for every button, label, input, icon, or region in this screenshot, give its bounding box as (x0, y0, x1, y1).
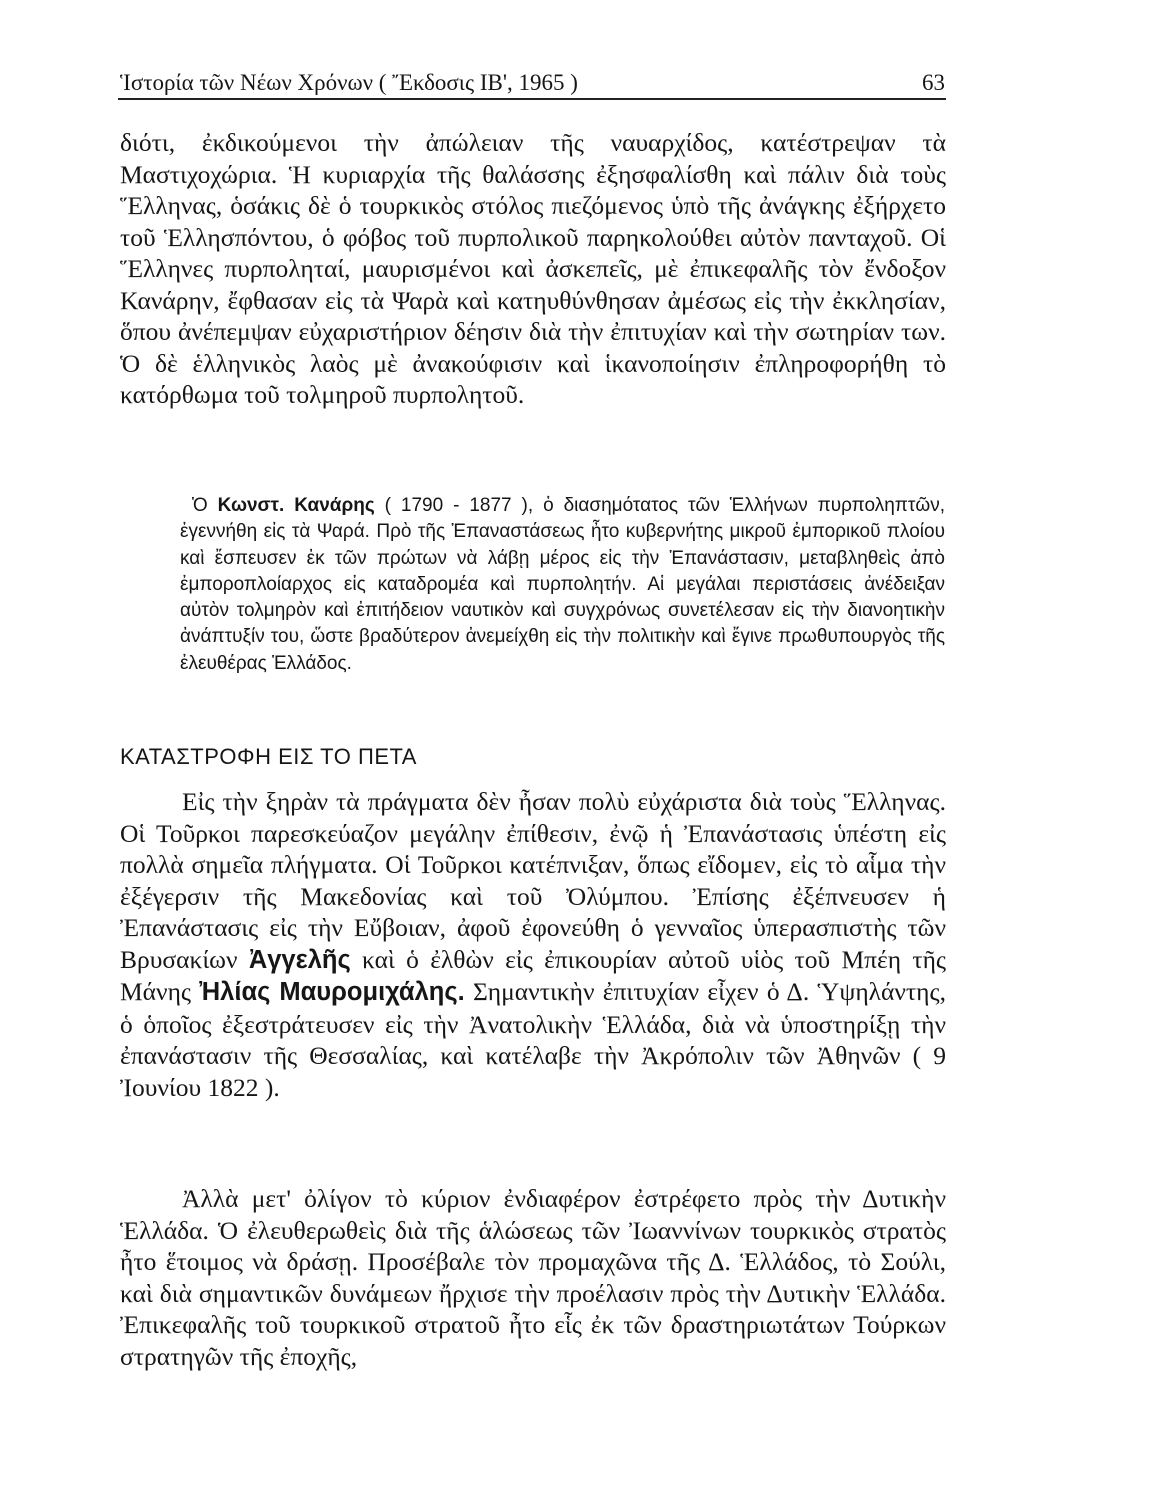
paragraph-1-text: διότι, ἐκδικούμενοι τὴν ἀπώλειαν τῆς ναυαρχίδος, κατέστρεψαν τὰ Μαστιχοχώρια. Ἡ κυριαρχία τῆς θαλάσσης ἐξησφαλίσθη καὶ πάλιν διὰ τοὺς Ἕλληνας, ὁσάκις δὲ ὁ τουρκικὸς στόλος πιεζόμενος ὑπὸ τῆς ἀνάγκης ἐξήρχετο τοῦ Ἑλλησπόντου, ὁ φόβος τοῦ πυρπολικοῦ παρηκολούθει αὐτὸν πανταχοῦ. Οἱ Ἕλληνες πυρποληταί, μαυρισμένοι καὶ ἀσκεπεῖς, μὲ ἐπικεφαλῆς τὸν ἔνδοξον Κανάρην, ἔφθασαν εἰς τὰ Ψαρὰ καὶ κατηυθύνθησαν ἀμέσως εἰς τὴν ἐκκλησίαν, ὅπου ἀνέπεμψαν εὐχαριστήριον δέησιν διὰ τὴν ἐπιτυχίαν καὶ τὴν σωτηρίαν των. Ὁ δὲ ἑλληνικὸς λαὸς μὲ ἀνακούφισιν καὶ ἱκανοποίησιν ἐπληροφορήθη τὸ κατόρθωμα τοῦ τολμηροῦ πυρπολητοῦ. (120, 128, 946, 409)
paragraph-2-bold-angelis: Ἀγγελῆς (248, 945, 351, 974)
paragraph-2 (120, 786, 946, 1103)
footnote-lead: Ὁ (192, 495, 208, 516)
paragraph-2-part2: καὶ ὁ ἐλθὼν εἰς ἐπικουρίαν αὐτοῦ υἱὸς τοῦ Μπέη τῆς Μάνης (120, 944, 947, 1006)
paragraph-3-text: Ἀλλὰ μετ' ὀλίγον τὸ κύριον ἐνδιαφέρον ἐστρέφετο πρὸς τὴν Δυτικὴν Ἑλλάδα. Ὁ ἐλευθερωθεὶς διὰ τῆς ἁλώσεως τῶν Ἰωαννίνων τουρκικὸς στρατὸς ἦτο ἕτοιμος νὰ δράσῃ. Προσέβαλε τὸν προμαχῶνα τῆς Δ. Ἑλλάδος, τὸ Σούλι, καὶ διὰ σημαντικῶν δυνάμεων ἤρχισε τὴν προέλασιν πρὸς τὴν Δυτικὴν Ἑλλάδα. Ἐπικεφαλῆς τοῦ τουρκικοῦ στρατοῦ ἦτο εἷς ἐκ τῶν δραστηριωτάτων Τούρκων στρατηγῶν τῆς ἐποχῆς, (120, 1184, 946, 1371)
footnote-body: ( 1790 - 1877 ), ὁ διασημότατος τῶν Ἑλλήνων πυρποληπτῶν, ἐγεννήθη εἰς τὰ Ψαρά. Πρὸ τῆς Ἐπαναστάσεως ἦτο κυβερνήτης μικροῦ ἐμπορικοῦ πλοίου καὶ ἔσπευσεν ἐκ τῶν πρώτων νὰ λάβῃ μέρος εἰς τὴν Ἐπανάστασιν, μεταβληθεὶς ἀπὸ ἐμποροπλοίαρχος εἰς καταδρομέα καὶ πυρπολητήν. Αἱ μεγάλαι περιστάσεις ἀνέδειξαν αὐτὸν τολμηρὸν καὶ ἐπιτήδειον ναυτικὸν καὶ συγχρόνως συνετέλεσαν εἰς τὴν διανοητικὴν ἀνάπτυξίν του, ὥστε βραδύτερον ἀνεμείχθη εἰς τὴν πολιτικὴν καὶ ἔγινε πρωθυπουργὸς τῆς ἐλευθέρας Ἑλλάδος. (180, 495, 946, 674)
footnote-name: Κωνστ. Κανάρης (217, 495, 375, 516)
footnote-text (180, 493, 945, 677)
paragraph-2-part3: Σημαντικὴν ἐπιτυχίαν εἶχεν ὁ Δ. Ὑψηλάντης, ὁ ὁποῖος ἐξεστράτευσεν εἰς τὴν Ἀνατολικὴν Ἑλλάδα, διὰ νὰ ὑποστηρίξῃ τὴν ἐπανάστασιν τῆς Θεσσαλίας, καὶ κατέλαβε τὴν Ἀκρόπολιν τῶν Ἀθηνῶν ( 9 Ἰουνίου 1822 ). (120, 977, 946, 1102)
paragraph-2-text (120, 786, 946, 1103)
section-heading: ΚΑΤΑΣΤΡΟΦΗ ΕΙΣ ΤΟ ΠΕΤΑ (120, 744, 417, 769)
paragraph-2-part1: Εἰς τὴν ξηρὰν τὰ πράγματα δὲν ἦσαν πολὺ εὐχάριστα διὰ τοὺς Ἕλληνας. Οἱ Τοῦρκοι παρεσκεύαζον μεγάλην ἐπίθεσιν, ἐνῷ ἡ Ἐπανάστασις ὑπέστη εἰς πολλὰ σημεῖα πλήγματα. Οἱ Τοῦρκοι κατέπνιξαν, ὅπως εἴδομεν, εἰς τὸ αἷμα τὴν ἐξέγερσιν τῆς Μακεδονίας καὶ τοῦ Ὀλύμπου. Ἐπίσης ἐξέπνευσεν ἡ Ἐπανάστασις εἰς τὴν Εὔβοιαν, ἀφοῦ ἐφονεύθη ὁ γενναῖος ὑπερασπιστὴς τῶν Βρυσακίων (120, 787, 946, 974)
header-rule (118, 98, 946, 100)
running-title: Ἱστορία τῶν Νέων Χρόνων ( Ἔκδοσις ΙΒ', 1965 ) (120, 70, 578, 95)
paragraph-2-bold-mavromichalis: Ἠλίας Μαυρομιχάλης. (199, 978, 465, 1006)
running-header (120, 62, 945, 96)
paragraph-1 (120, 127, 946, 411)
footnote-kanaris (180, 493, 945, 677)
paragraph-3 (120, 1183, 946, 1372)
page-number: 63 (922, 70, 945, 95)
